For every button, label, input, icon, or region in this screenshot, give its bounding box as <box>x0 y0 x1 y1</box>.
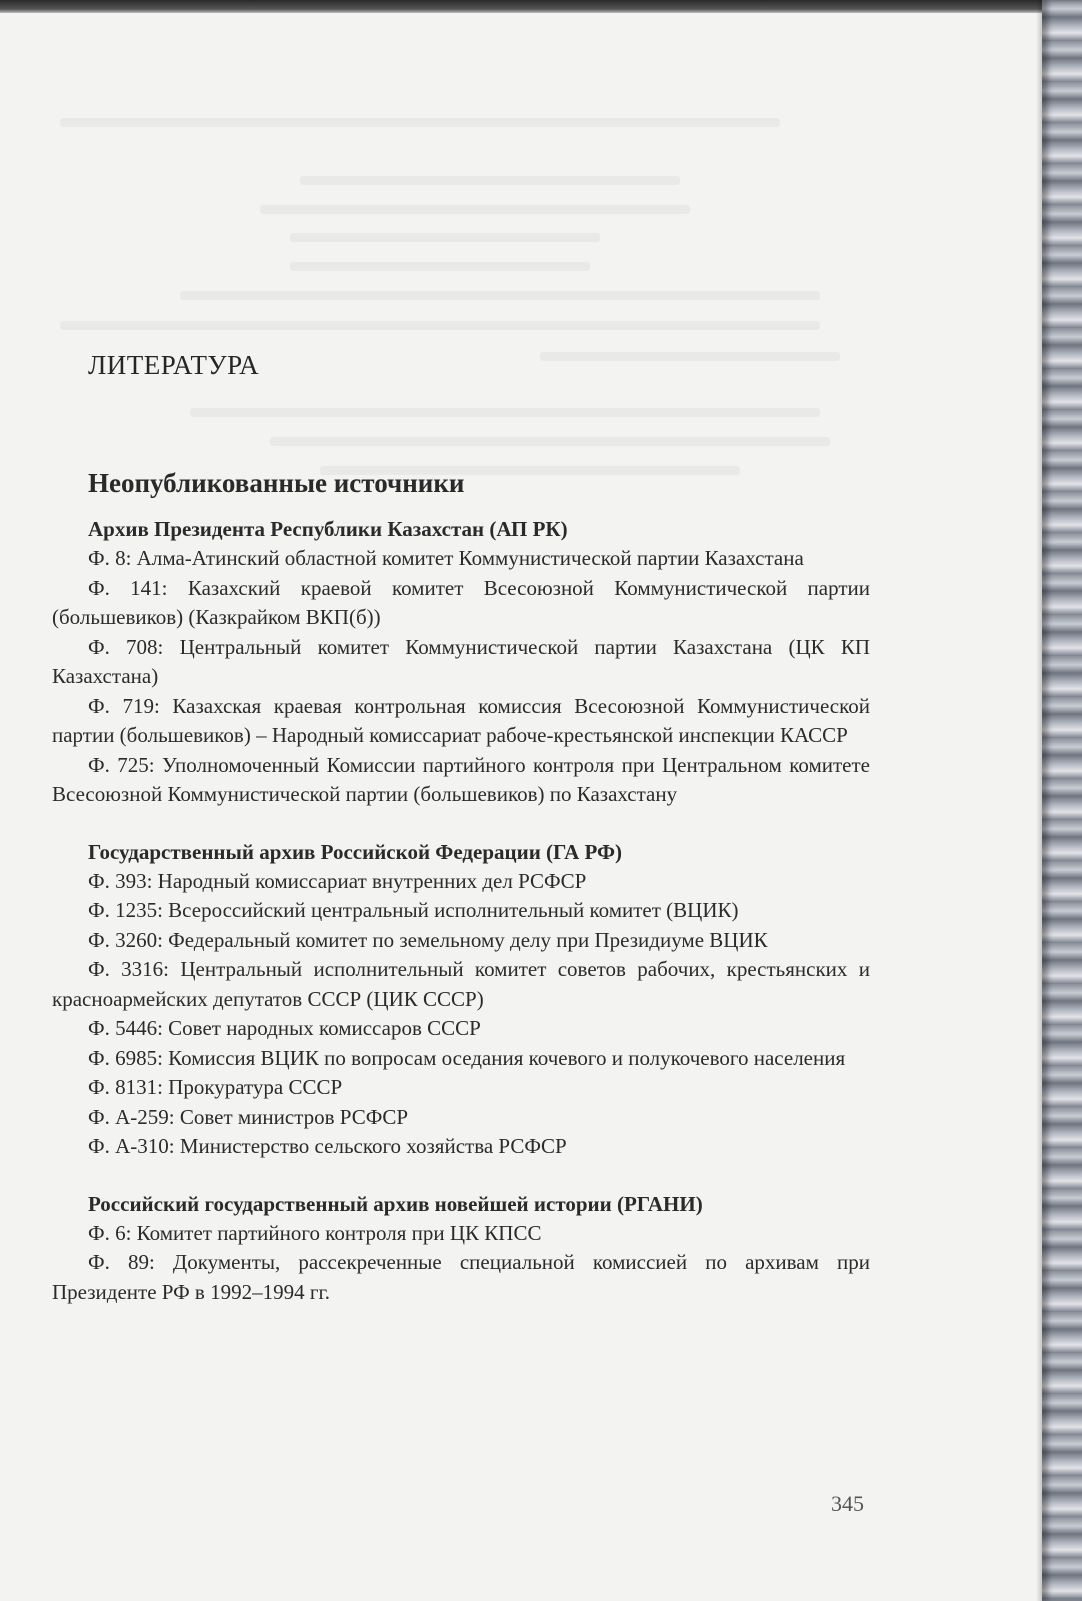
fond-entry: Ф. 719: Казахская краевая контрольная комиссия Всесоюзной Коммунистической партии (большевиков) – Народный комиссариат рабоче-крестьянской инспекции КАССР <box>52 693 870 747</box>
scan-top-edge <box>0 0 1050 13</box>
fond-entry: Ф. 1235: Всероссийский центральный исполнительный комитет (ВЦИК) <box>88 898 739 922</box>
fond-entry: Ф. 708: Центральный комитет Коммунистической партии Казахстана (ЦК КП Казахстана) <box>52 634 870 688</box>
page-number: 345 <box>831 1491 864 1516</box>
fond-entry: Ф. 3316: Центральный исполнительный комитет советов рабочих, крестьянских и красноармейских депутатов СССР (ЦИК СССР) <box>52 957 870 1011</box>
archive-section-rgani <box>52 1192 870 1308</box>
page-content <box>52 350 870 1307</box>
archive-section-ap-rk <box>52 517 870 810</box>
page-title: ЛИТЕРАТУРА <box>88 350 260 380</box>
fond-entry: Ф. 6985: Комиссия ВЦИК по вопросам оседания кочевого и полукочевого населения <box>88 1045 846 1070</box>
fond-entry: Ф. 725: Уполномоченный Комиссии партийного контроля при Центральном комитете Всесоюзной Коммунистической партии (большевиков) по Казахстану <box>52 752 870 806</box>
fond-entry: Ф. 141: Казахский краевой комитет Всесоюзной Коммунистической партии (большевиков) (Казкрайком ВКП(б)) <box>52 575 870 629</box>
archive-title: Государственный архив Российской Федерации (ГА РФ) <box>88 839 623 864</box>
fond-entry: Ф. 89: Документы, рассекреченные специальной комиссией по архивам при Президенте РФ в 1992–1994 гг. <box>52 1250 870 1304</box>
archive-title: Архив Президента Республики Казахстан (АП РК) <box>88 517 568 541</box>
fond-entry: Ф. 5446: Совет народных комиссаров СССР <box>88 1016 481 1040</box>
fond-entry: Ф. А-310: Министерство сельского хозяйства РСФСР <box>88 1134 567 1158</box>
fond-entry: Ф. 3260: Федеральный комитет по земельному делу при Президиуме ВЦИК <box>88 927 768 952</box>
book-page-edges <box>1042 0 1082 1601</box>
fond-entry: Ф. А-259: Совет министров РСФСР <box>88 1104 409 1129</box>
section-heading-unpublished-sources: Неопубликованные источники <box>88 468 465 498</box>
fond-entry: Ф. 8: Алма-Атинский областной комитет Коммунистической партии Казахстана <box>88 546 804 570</box>
archive-section-ga-rf <box>52 840 870 1162</box>
fond-entry: Ф. 393: Народный комиссариат внутренних дел РСФСР <box>88 868 587 893</box>
fond-entry: Ф. 8131: Прокуратура СССР <box>88 1075 343 1099</box>
fond-entry: Ф. 6: Комитет партийного контроля при ЦК КПСС <box>88 1220 542 1245</box>
archive-title: Российский государственный архив новейшей истории (РГАНИ) <box>88 1191 703 1216</box>
